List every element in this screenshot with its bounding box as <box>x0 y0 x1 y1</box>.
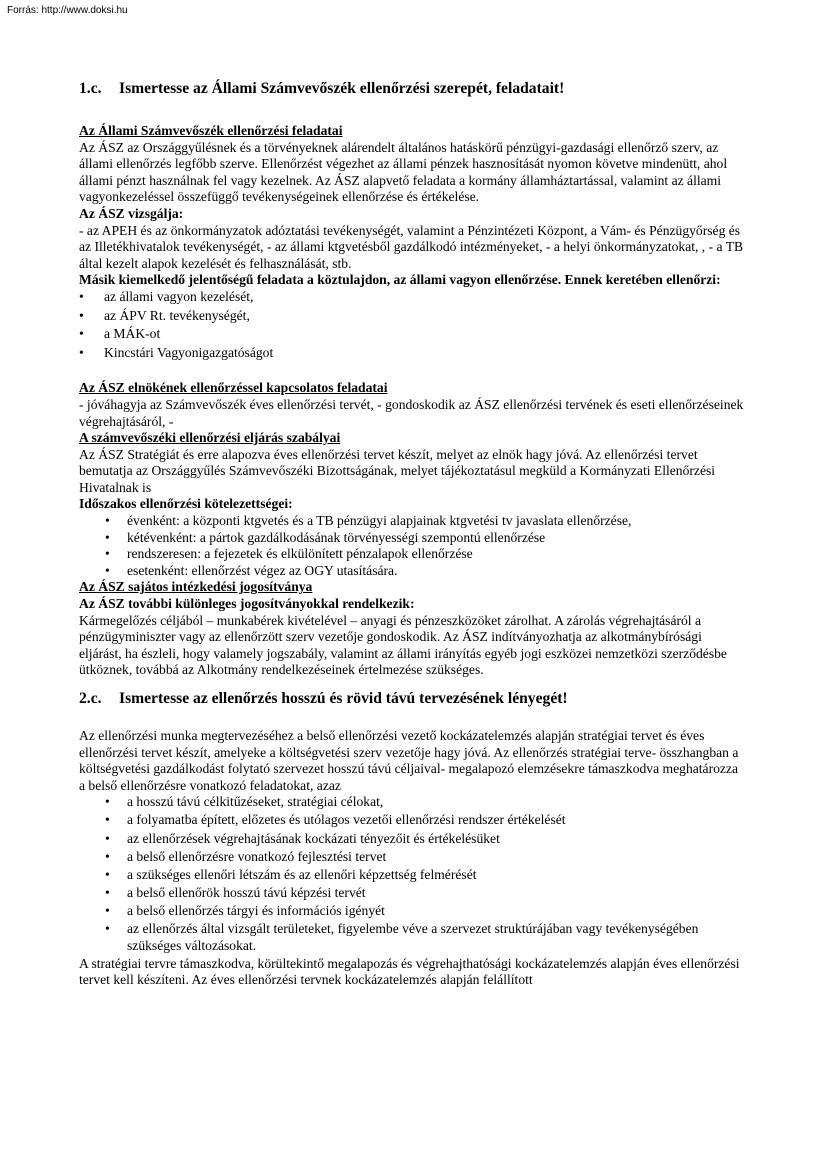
heading-vizsgalja: Az ÁSZ vizsgálja: <box>79 205 184 221</box>
list-vagyon <box>79 289 744 361</box>
list-item: • a hosszú távú célkitűzéseket, stratégiai célokat, <box>79 794 744 811</box>
subheading-feladatai: Az Állami Számvevőszék ellenőrzési feladatai <box>79 123 343 138</box>
subheading-eljaras: A számvevőszéki ellenőrzési eljárás szabályai <box>79 430 341 446</box>
subheading-elnok: Az ÁSZ elnökének ellenőrzéssel kapcsolatos feladatai <box>79 380 388 396</box>
list-item: • a belső ellenőrzésre vonatkozó fejlesztési tervet <box>79 849 744 866</box>
list-tervezes <box>79 794 744 954</box>
source-label: Forrás: http://www.doksi.hu <box>7 5 128 16</box>
list-item: • az ellenőrzés által vizsgált területeket, figyelembe véve a szervezet struktúrájában vagy tevékenységében szükséges változásokat. <box>79 921 744 954</box>
paragraph-vizsgalja: - az APEH és az önkormányzatok adóztatási tevékenységét, valamint a Pénzintézeti Központ, a Vám- és Pénzügyőrség és az Illetékhivatalok tevékenységét, - az állami ktgvetésből gazdálkodó intézményeket, - a helyi önkormányzatokat, , - a TB által kezelt alapok kezelését és felhasználását, stb. <box>79 222 744 271</box>
section2-title <box>79 689 744 708</box>
paragraph-eljaras: Az ÁSZ Stratégiát és erre alapozva éves ellenőrzési tervet készít, melyet az elnök hagy jóvá. Az ellenőrzési tervet bemutatja az Országgyűlés Számvevőszéki Bizottságának, melyet tájékoztatásul megküld a Kormányzati Ellenőrzési Hivatalnak is <box>79 446 716 495</box>
paragraph-elnok: - jóváhagyja az Számvevőszék éves ellenőrzési tervét, - gondoskodik az ÁSZ ellenőrzési tervének és eseti ellenőrzéseinek végrehajtásáról, - <box>79 396 744 429</box>
list-item: • az állami vagyon kezelését, <box>79 289 744 306</box>
paragraph-eves-terv: A stratégiai tervre támaszkodva, körültekintő megalapozás és végrehajthatósági kockázatelemzés alapján éves ellenőrzési tervet kell készíteni. Az éves ellenőrzési tervnek kockázatelemzés alapján felállított <box>79 955 740 988</box>
list-item: • kétévenként: a pártok gazdálkodásának törvényességi szempontú ellenőrzése <box>79 530 744 547</box>
section1-number: 1.c. <box>79 80 102 97</box>
list-item: • Kincstári Vagyonigazgatóságot <box>79 345 744 362</box>
list-item: • esetenként: ellenőrzést végez az OGY utasítására. <box>79 563 744 580</box>
section1-title <box>79 79 744 98</box>
list-item: • a folyamatba épített, előzetes és utólagos vezetői ellenőrzési rendszer értékelését <box>79 812 744 829</box>
list-idoszakos <box>79 513 744 579</box>
heading-idoszakos: Időszakos ellenőrzési kötelezettségei: <box>79 496 293 512</box>
list-item: • évenként: a központi ktgvetés és a TB pénzügyi alapjainak ktgvetési tv javaslata ellenőrzése, <box>79 513 744 530</box>
paragraph-asz-intro: Az ÁSZ az Országgyűlésnek és a törvényeknek alárendelt általános hatáskörű pénzügyi-gazdasági ellenőrző szerv, az állami ellenőrzés legfőbb szerve. Ellenőrzést végezhet az állami pénzek hasznosítását nyomon követve mindenütt, ahol állami pénzt használnak fel vagy kezelnek. Az ÁSZ alapvető feladata a kormány államháztartással, valamint az állami vagyonkezeléssel összefüggő tevékenységeinek ellenőrzése és értékelése. <box>79 139 728 205</box>
list-item: • a belső ellenőrök hosszú távú képzési tervét <box>79 885 744 902</box>
list-item: • a belső ellenőrzés tárgyi és információs igényét <box>79 903 744 920</box>
document-body <box>79 79 744 989</box>
section1-title-text: Ismertesse az Állami Számvevőszék ellenőrzési szerepét, feladatait! <box>119 80 565 97</box>
heading-tovabbi: Az ÁSZ további különleges jogosítványokkal rendelkezik: <box>79 596 415 612</box>
subheading-jogositvany: Az ÁSZ sajátos intézkedési jogosítványa <box>79 579 313 595</box>
section2-number: 2.c. <box>79 690 102 707</box>
list-item: • a szükséges ellenőri létszám és az ellenőri képzettség felmérését <box>79 867 744 884</box>
list-item: • rendszeresen: a fejezetek és elkülönített pénzalapok ellenőrzése <box>79 546 744 563</box>
heading-vagyon-ellenorzes: Másik kiemelkedő jelentőségű feladata a köztulajdon, az állami vagyon ellenőrzése. Ennek keretében ellenőrzi: <box>79 272 721 288</box>
paragraph-tovabbi: Kármegelőzés céljából – munkabérek kivételével – anyagi és pénzeszközöket zárolhat. A zárolás végrehajtásáról a pénzügyminiszter vagy az ellenőrzött szerv vezetője gondoskodik. Az ÁSZ indítványozhatja az alkotmánybírósági eljárást, ha észleli, hogy valamely jogszabály, valamint az állami irányítás egyéb jogi eszközei nemzetközi szerződésbe ütköznek, továbbá az Alkotmány rendelkezéseinek értelmezése szükséges. <box>79 612 727 678</box>
paragraph-tervezes: Az ellenőrzési munka megtervezéséhez a belső ellenőrzési vezető kockázatelemzés alapján stratégiai tervet és éves ellenőrzési tervet készít, amelyeke a költségvetési szerv vezetője hagy jóvá. Az ellenőrzés stratégiai terve- összhangban a költségvetési gazdálkodást folytató szervezet hosszú távú céljaival- megalapozó elemzésekre támaszkodva meghatározza a belső ellenőrzésre vonatkozó feladatokat, azaz <box>79 728 739 793</box>
section2-title-text: Ismertesse az ellenőrzés hosszú és rövid távú tervezésének lényegét! <box>119 690 568 707</box>
list-item: • az ÁPV Rt. tevékenységét, <box>79 308 744 325</box>
list-item: • az ellenőrzések végrehajtásának kockázati tényezőit és értékelésüket <box>79 831 744 848</box>
list-item: • a MÁK-ot <box>79 326 744 343</box>
